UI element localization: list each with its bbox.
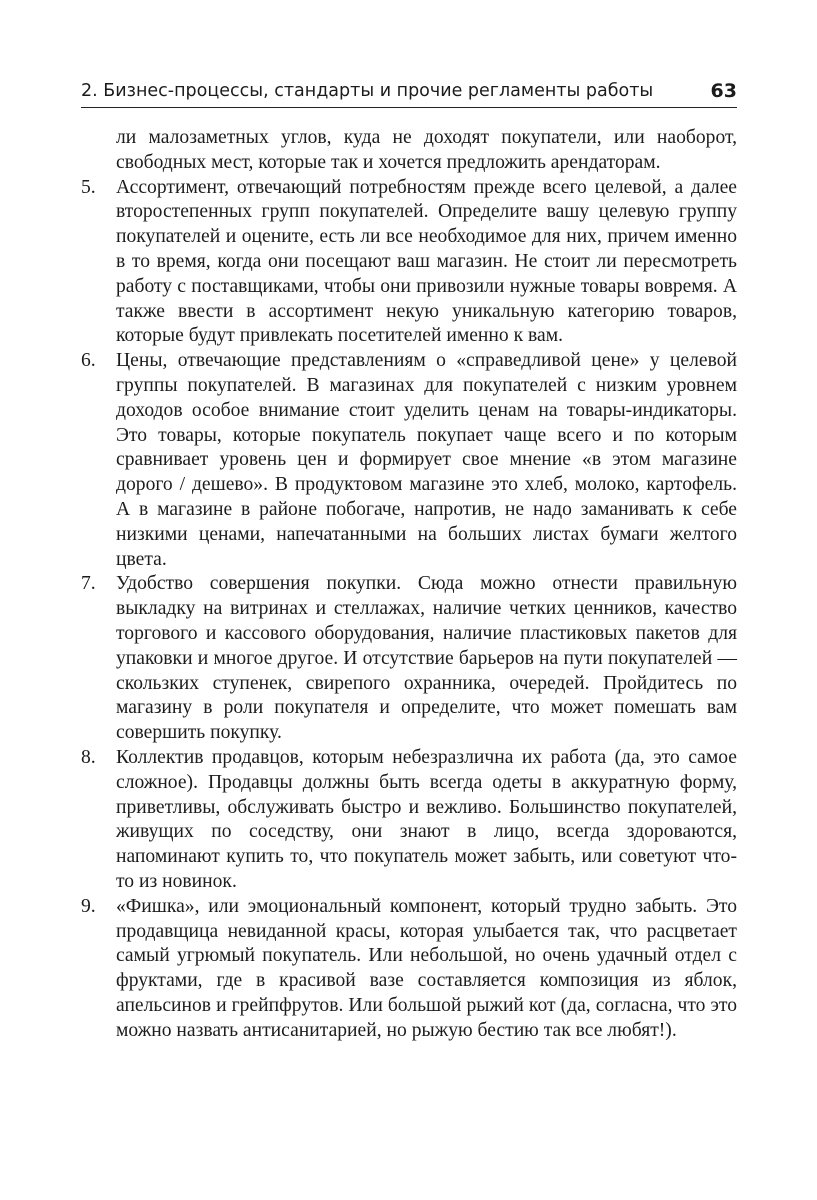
list-item-number: 6. xyxy=(81,350,96,372)
list-item-7 xyxy=(81,572,737,746)
list-item-text: Ассортимент, отвечающий потребностям прежде всего целевой, а далее второстепенных групп покупателей. Определите вашу целевую группу покупателей и оцените, есть ли все необходимое для них, причем именно в то время, когда они посещают ваш магазин. Не стоит ли пересмотреть работу с поставщиками, чтобы они привозили нужные товары вовремя. А также ввести в ассортимент некую уникальную категорию товаров, которые будут привлекать посетителей именно к вам. xyxy=(116,176,737,347)
list-item-5 xyxy=(81,176,737,350)
list-item-text: «Фишка», или эмоциональный компонент, который трудно забыть. Это продавщица невиданной красы, которая улыбается так, что расцветает самый угрюмый покупатель. Или небольшой, но очень удачный отдел с фруктами, где в красивой вазе составляется композиция из яблок, апельсинов и грейпфрутов. Или большой рыжий кот (да, согласна, что это можно назвать антисанитарией, но рыжую бестию так все любят!). xyxy=(116,895,737,1041)
page-body xyxy=(81,126,737,1043)
list-item-8 xyxy=(81,746,737,895)
list-item-9 xyxy=(81,895,737,1044)
list-item-number: 8. xyxy=(81,746,96,768)
list-item-text: Цены, отвечающие представлениям о «справедливой цене» у целевой группы покупателей. В магазинах для покупателей с низким уровнем доходов особое внимание стоит уделить ценам на товары-индикаторы. Это товары, которые покупатель покупает чаще всего и по которым сравнивает уровень цен и формирует свое мнение «в этом магазине дорого / дешево». В продуктовом магазине это хлеб, молоко, картофель. А в магазине в районе побогаче, напротив, не надо заманивать к себе низкими ценами, напечатанными на больших листах бумаги желтого цвета. xyxy=(116,350,737,570)
header-rule xyxy=(81,107,737,108)
page-number: 63 xyxy=(710,80,737,102)
chapter-title: 2. Бизнес-процессы, стандарты и прочие регламенты работы xyxy=(81,81,654,101)
continuation-paragraph: ли малозаметных углов, куда не доходят покупатели, или наоборот, свободных мест, которые так и хочется предложить арендаторам. xyxy=(116,127,737,173)
list-item-text: Коллектив продавцов, которым небезразлична их работа (да, это самое сложное). Продавцы должны быть всегда одеты в аккуратную форму, приветливы, обслуживать быстро и вежливо. Большинство покупателей, живущих по соседству, они знают в лицо, всегда здороваются, напоминают купить то, что покупатель может забыть, или советуют что-то из новинок. xyxy=(116,746,737,892)
list-item-number: 7. xyxy=(81,573,96,595)
running-header xyxy=(81,76,737,106)
list-item-text: Удобство совершения покупки. Сюда можно отнести правильную выкладку на витринах и стеллажах, наличие четких ценников, качество торгового и кассового оборудования, наличие пластиковых пакетов для упаковки и многое другое. И отсутствие барьеров на пути покупателей — скользких ступенек, свирепого охранника, очередей. Пройдитесь по магазину в роли покупателя и определите, что может помешать вам совершить покупку. xyxy=(116,573,737,744)
list-item-number: 5. xyxy=(81,176,96,198)
list-item-number: 9. xyxy=(81,895,96,917)
list-item-6 xyxy=(81,349,737,572)
